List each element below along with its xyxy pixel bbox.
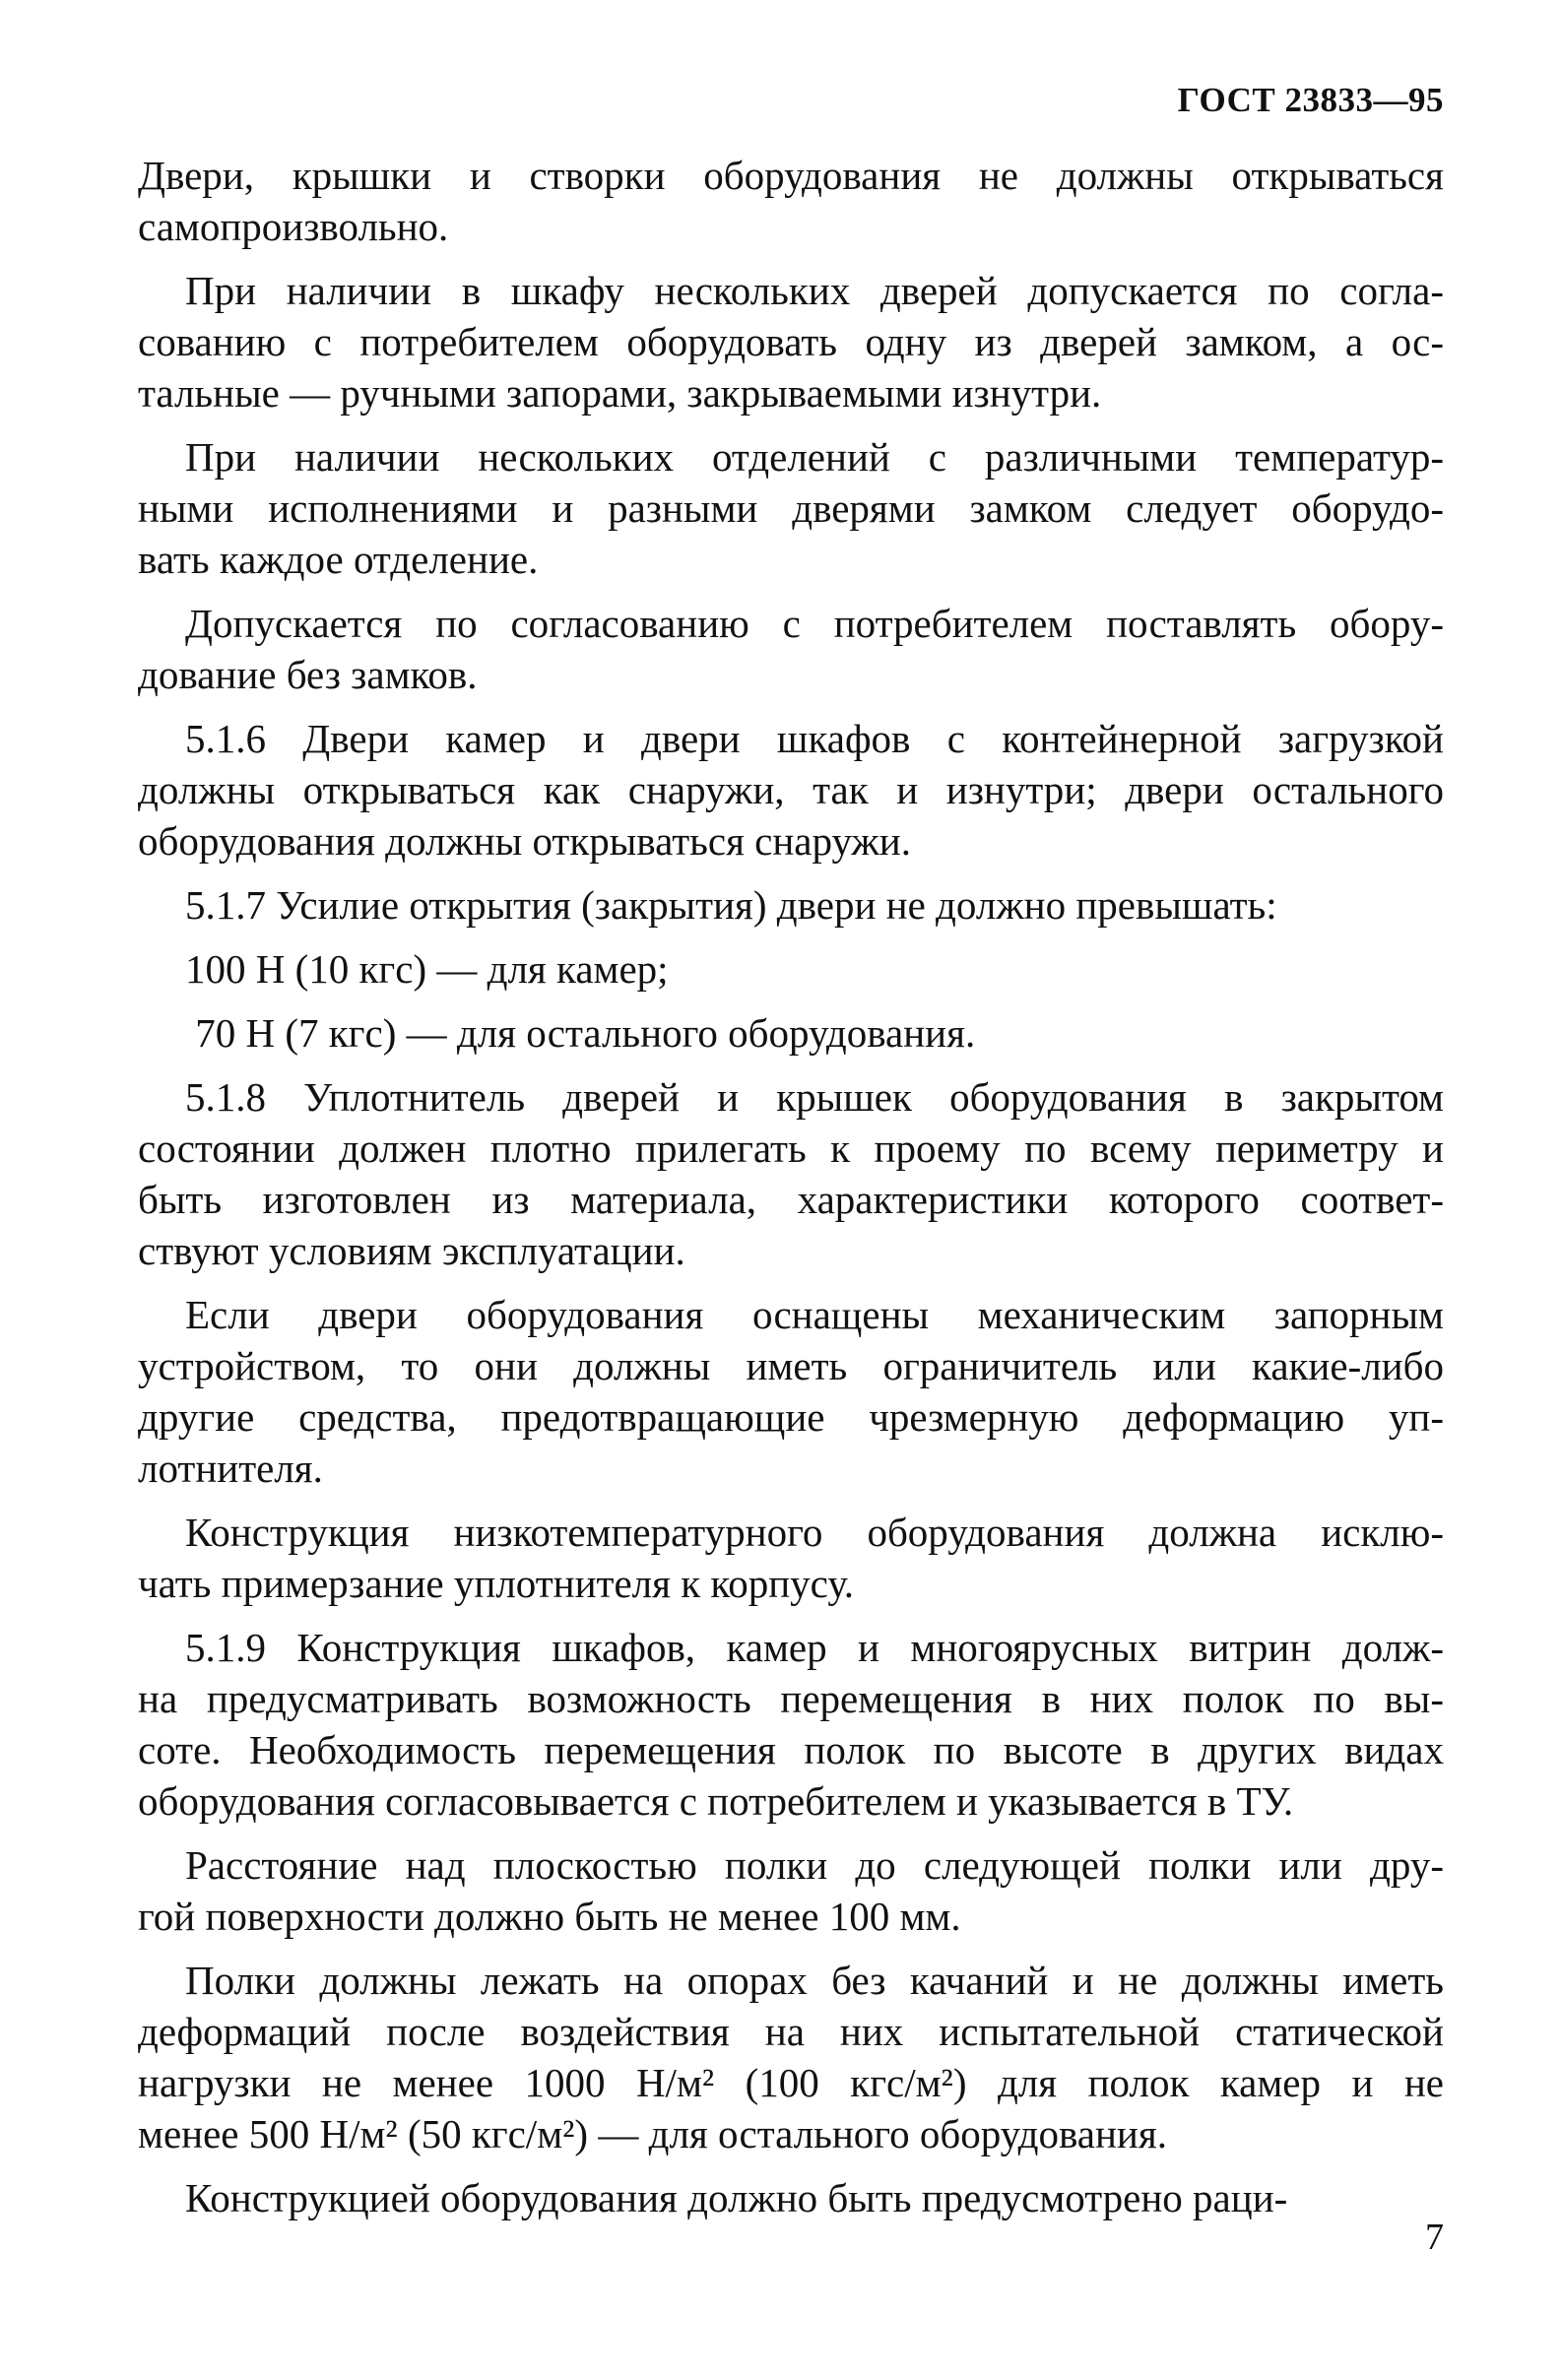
text-line: 5.1.6 Двери камер и двери шкафов с контейнерной загрузкой (185, 716, 1444, 761)
text-line: сованию с потребителем оборудовать одну из дверей замком, а ос- (138, 319, 1444, 364)
text-line: лотнителя. (138, 1446, 323, 1491)
paragraph (138, 1071, 1444, 1276)
text-line: Если двери оборудования оснащены механическим запорным (185, 1292, 1444, 1337)
paragraph (138, 713, 1444, 867)
text-line: другие средства, предотвращающие чрезмерную деформацию уп- (138, 1394, 1444, 1440)
paragraph (138, 2172, 1444, 2223)
text-line: быть изготовлен из материала, характеристики которого соответ- (138, 1177, 1444, 1222)
text-line: ствуют условиям эксплуатации. (138, 1228, 685, 1273)
text-line: оборудования согласовывается с потребителем и указывается в ТУ. (138, 1778, 1294, 1824)
paragraph (138, 431, 1444, 585)
text-line: Расстояние над плоскостью полки до следующей полки или дру- (185, 1842, 1444, 1888)
text-line: Конструкцией оборудования должно быть предусмотрено раци- (185, 2175, 1288, 2220)
text-line: 70 Н (7 кгс) — для остального оборудования. (185, 1010, 976, 1056)
text-line: устройством, то они должны иметь ограничитель или какие-либо (138, 1343, 1444, 1388)
text-line: оборудования должны открываться снаружи. (138, 818, 911, 864)
paragraph (138, 150, 1444, 252)
text-line: ными исполнениями и разными дверями замком следует оборудо- (138, 485, 1444, 531)
text-line: самопроизвольно. (138, 204, 449, 249)
paragraph (138, 1955, 1444, 2159)
paragraph (138, 1507, 1444, 1609)
paragraph (138, 1289, 1444, 1494)
paragraph (138, 879, 1444, 931)
text-line: деформаций после воздействия на них испытательной статической (138, 2009, 1444, 2054)
text-line: дование без замков. (138, 652, 478, 697)
text-line: Допускается по согласованию с потребителем поставлять обору- (185, 601, 1444, 646)
document-header: ГОСТ 23833—95 (1177, 81, 1444, 119)
text-line: Двери, крышки и створки оборудования не должны открываться (138, 153, 1444, 198)
text-line: 100 Н (10 кгс) — для камер; (185, 946, 669, 992)
paragraph (138, 1622, 1444, 1827)
text-line: должны открываться как снаружи, так и изнутри; двери остального (138, 767, 1444, 812)
text-line: соте. Необходимость перемещения полок по высоте в других видах (138, 1727, 1444, 1772)
text-line: на предусматривать возможность перемещения в них полок по вы- (138, 1676, 1444, 1721)
text-line: нагрузки не менее 1000 Н/м² (100 кгс/м²) для полок камер и не (138, 2060, 1444, 2105)
paragraph (138, 598, 1444, 700)
page-number: 7 (1425, 2217, 1444, 2258)
text-line: 5.1.9 Конструкция шкафов, камер и многоярусных витрин долж- (185, 1625, 1444, 1670)
text-line: Конструкция низкотемпературного оборудования должна исклю- (185, 1510, 1444, 1555)
text-line: 5.1.7 Усилие открытия (закрытия) двери не должно превышать: (185, 882, 1277, 928)
document-body (138, 150, 1444, 2223)
text-line: чать примерзание уплотнителя к корпусу. (138, 1561, 854, 1606)
paragraph (138, 265, 1444, 418)
text-line: вать каждое отделение. (138, 537, 539, 582)
text-line: При наличии нескольких отделений с различными температур- (185, 434, 1444, 480)
text-line: 5.1.8 Уплотнитель дверей и крышек оборудования в закрытом (185, 1074, 1444, 1120)
paragraph (138, 943, 1444, 995)
text-line: гой поверхности должно быть не менее 100 мм. (138, 1894, 961, 1939)
text-line: При наличии в шкафу нескольких дверей допускается по согла- (185, 268, 1444, 313)
text-line: тальные — ручными запорами, закрываемыми изнутри. (138, 370, 1102, 416)
paragraph (138, 1839, 1444, 1942)
text-line: Полки должны лежать на опорах без качаний и не должны иметь (185, 1958, 1444, 2003)
paragraph (138, 1007, 1444, 1059)
text-line: менее 500 Н/м² (50 кгс/м²) — для остального оборудования. (138, 2111, 1167, 2156)
text-line: состоянии должен плотно прилегать к проему по всему периметру и (138, 1126, 1444, 1171)
